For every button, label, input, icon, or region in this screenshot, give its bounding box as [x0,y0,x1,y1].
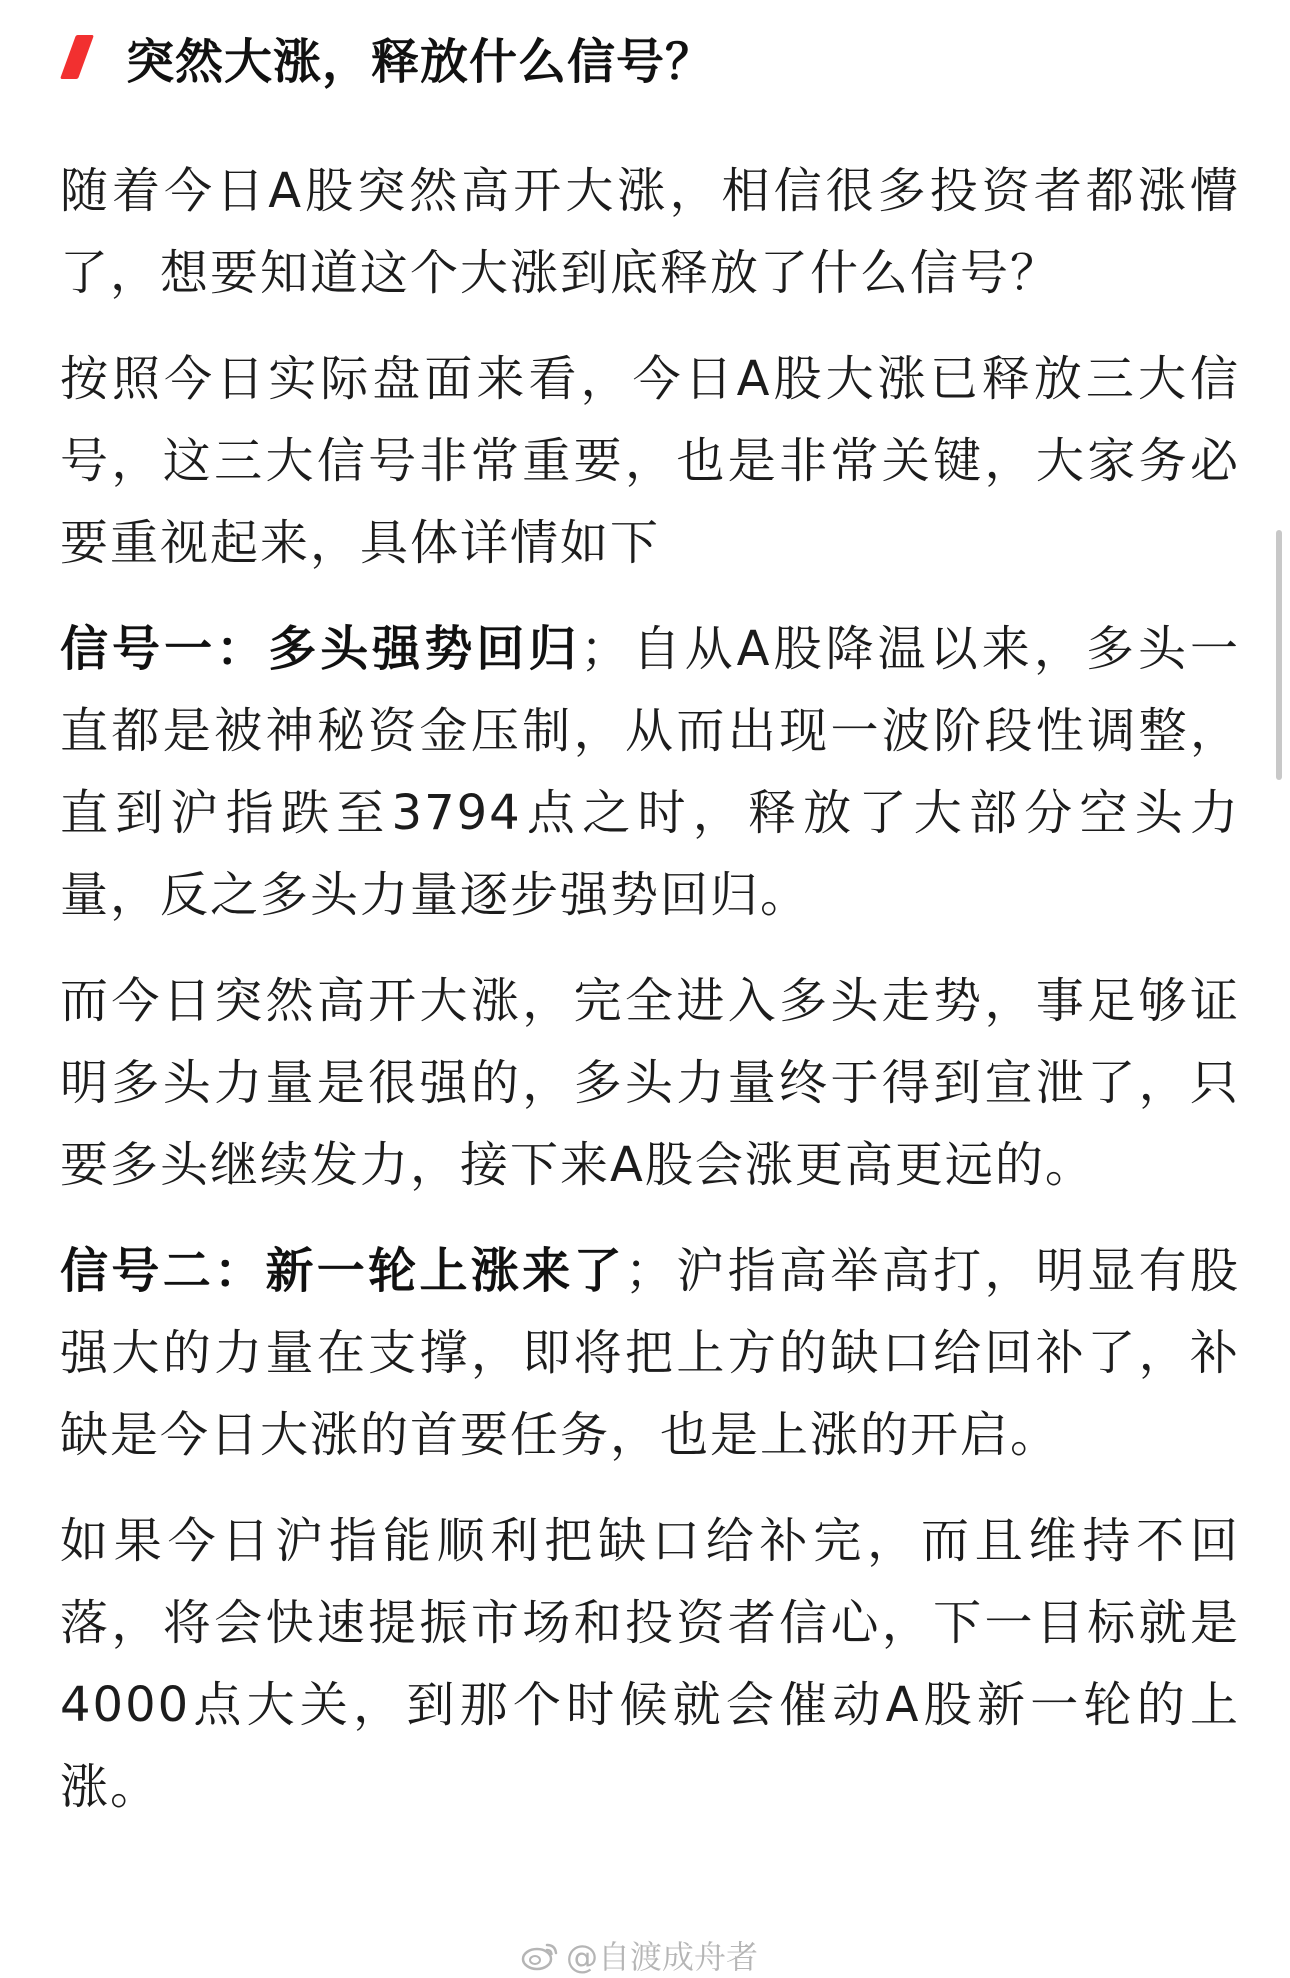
scrollbar[interactable] [1276,530,1282,780]
watermark-text: @自渡成舟者 [566,1938,759,1976]
paragraph [60,1500,1240,1828]
paragraph-text: ；自从A股降温以来，多头一直都是被神秘资金压制，从而出现一波阶段性调整，直到沪指跌至3794点之时，释放了大部分空头力量，反之多头力量逐步强势回归。 [60,621,1240,923]
weibo-icon [520,1939,560,1971]
paragraph [60,608,1240,936]
paragraph-text: 而今日突然高开大涨，完全进入多头走势，事足够证明多头力量是很强的，多头力量终于得到宣泄了，只要多头继续发力，接下来A股会涨更高更远的。 [60,973,1240,1193]
section-heading [60,22,714,92]
signal-one-lead: 信号一：多头强势回归 [60,621,581,677]
paragraph-text: 随着今日A股突然高开大涨，相信很多投资者都涨懵了，想要知道这个大涨到底释放了什么信号？ [60,163,1240,301]
paragraph [60,338,1240,584]
heading-accent-mark [60,35,94,79]
paragraph-text: ；沪指高举高打，明显有股强大的力量在支撑，即将把上方的缺口给回补了，补缺是今日大涨的首要任务，也是上涨的开启。 [60,1243,1240,1463]
paragraph [60,1230,1240,1476]
paragraph-text: 按照今日实际盘面来看，今日A股大涨已释放三大信号，这三大信号非常重要，也是非常关键，大家务必要重视起来，具体详情如下 [60,351,1240,571]
signal-two-lead: 信号二：新一轮上涨来了 [60,1243,625,1299]
paragraph-text: 如果今日沪指能顺利把缺口给补完，而且维持不回落，将会快速提振市场和投资者信心，下一目标就是4000点大关，到那个时候就会催动A股新一轮的上涨。 [60,1513,1240,1815]
watermark [520,1932,758,1978]
paragraph [60,960,1240,1206]
paragraph [60,150,1240,314]
article-body [60,150,1240,1852]
heading-title: 突然大涨，释放什么信号？ [126,33,715,90]
